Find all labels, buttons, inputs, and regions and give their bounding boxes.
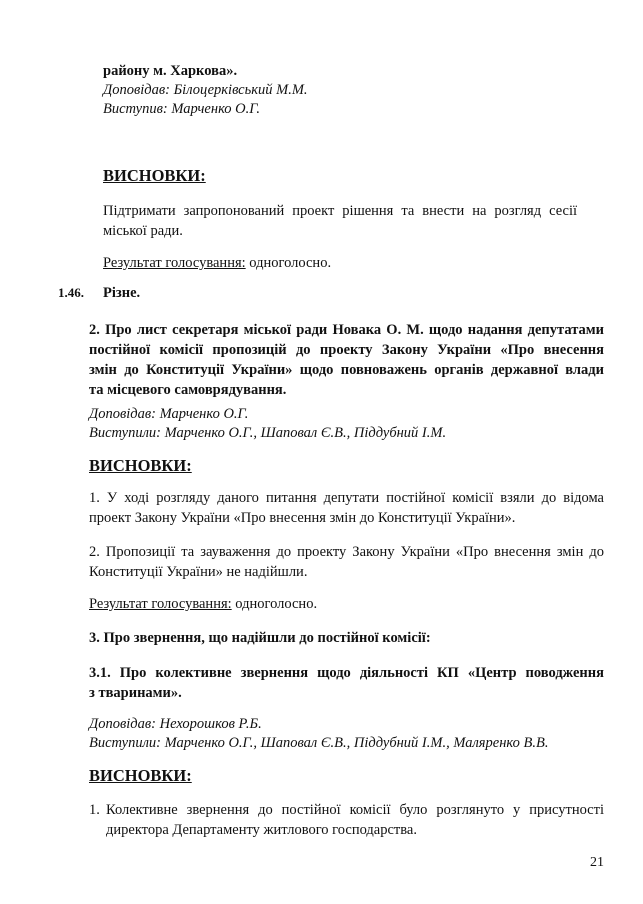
item-3-title: 3. Про звернення, що надійшли до постійної комісії: bbox=[89, 630, 431, 646]
prev-item-conclusion-line-1: Підтримати запропонований проект рішення та внести на розгляд сесії bbox=[103, 203, 577, 219]
item-3-1-point-1-line: директора Департаменту житлового господарства. bbox=[106, 822, 417, 838]
item-2-title bbox=[89, 320, 604, 400]
item-3-1-title-line: з тваринами». bbox=[89, 685, 182, 701]
item-3-1-point-1 bbox=[106, 800, 604, 840]
item-2-title-line: постійної комісії пропозицій до проекту Закону України «Про внесення bbox=[89, 342, 604, 358]
item-2-title-line: 2. Про лист секретаря міської ради Новака О. М. щодо надання депутатами bbox=[89, 322, 604, 338]
item-2-title-line: змін до Конституції України» щодо повноважень органів державної влади bbox=[89, 362, 604, 378]
prev-item-conclusion-line-2: міської ради. bbox=[103, 223, 183, 239]
item-2-speakers: Виступили: Марченко О.Г., Шаповал Є.В., Піддубний І.М. bbox=[89, 425, 447, 441]
item-2-reporter: Доповідав: Марченко О.Г. bbox=[89, 406, 249, 422]
prev-item-speaker: Виступив: Марченко О.Г. bbox=[103, 101, 261, 117]
item-2-point-1 bbox=[89, 488, 604, 528]
conclusions-heading-3: ВИСНОВКИ: bbox=[89, 766, 192, 785]
item-2-point-1-line: проект Закону України «Про внесення змін до Конституції України». bbox=[89, 510, 516, 526]
item-2-point-1-line: 1. У ході розгляду даного питання депутати постійної комісії взяли до відома bbox=[89, 490, 604, 506]
conclusions-heading-2: ВИСНОВКИ: bbox=[89, 456, 192, 475]
item-2-point-2-line: 2. Пропозиції та зауваження до проекту Закону України «Про внесення змін до bbox=[89, 544, 604, 560]
prev-item-tail: району м. Харкова». bbox=[103, 63, 238, 79]
conclusions-heading-1: ВИСНОВКИ: bbox=[103, 166, 206, 185]
item-3-1-title-line: 3.1. Про колективне звернення щодо діяльності КП «Центр поводження bbox=[89, 665, 604, 681]
item-3-1-speakers: Виступили: Марченко О.Г., Шаповал Є.В., Піддубний І.М., Маляренко В.В. bbox=[89, 735, 549, 751]
section-number: 1.46. bbox=[58, 285, 84, 300]
item-3-1-point-1-line: Колективне звернення до постійної комісії було розглянуто у присутності bbox=[106, 802, 604, 818]
item-3-1-title bbox=[89, 663, 604, 703]
vote-label: Результат голосування: bbox=[89, 596, 232, 612]
item-2-point-2 bbox=[89, 542, 604, 582]
prev-item-conclusion bbox=[103, 201, 577, 241]
item-3-1-reporter: Доповідав: Нехорошков Р.Б. bbox=[89, 716, 262, 732]
prev-item-reporter: Доповідав: Білоцерківський М.М. bbox=[103, 82, 308, 98]
item-2-title-line: та місцевого самоврядування. bbox=[89, 382, 287, 398]
vote-label: Результат голосування: bbox=[103, 255, 246, 271]
item-2-vote bbox=[89, 594, 317, 614]
item-3-1-point-1-number: 1. bbox=[89, 802, 100, 818]
item-2-point-2-line: Конституції України» не надійшли. bbox=[89, 564, 308, 580]
prev-item-vote bbox=[103, 253, 331, 273]
vote-value: одноголосно. bbox=[231, 596, 318, 612]
page-number: 21 bbox=[590, 855, 604, 870]
vote-value: одноголосно. bbox=[245, 255, 332, 271]
section-title: Різне. bbox=[103, 285, 141, 301]
